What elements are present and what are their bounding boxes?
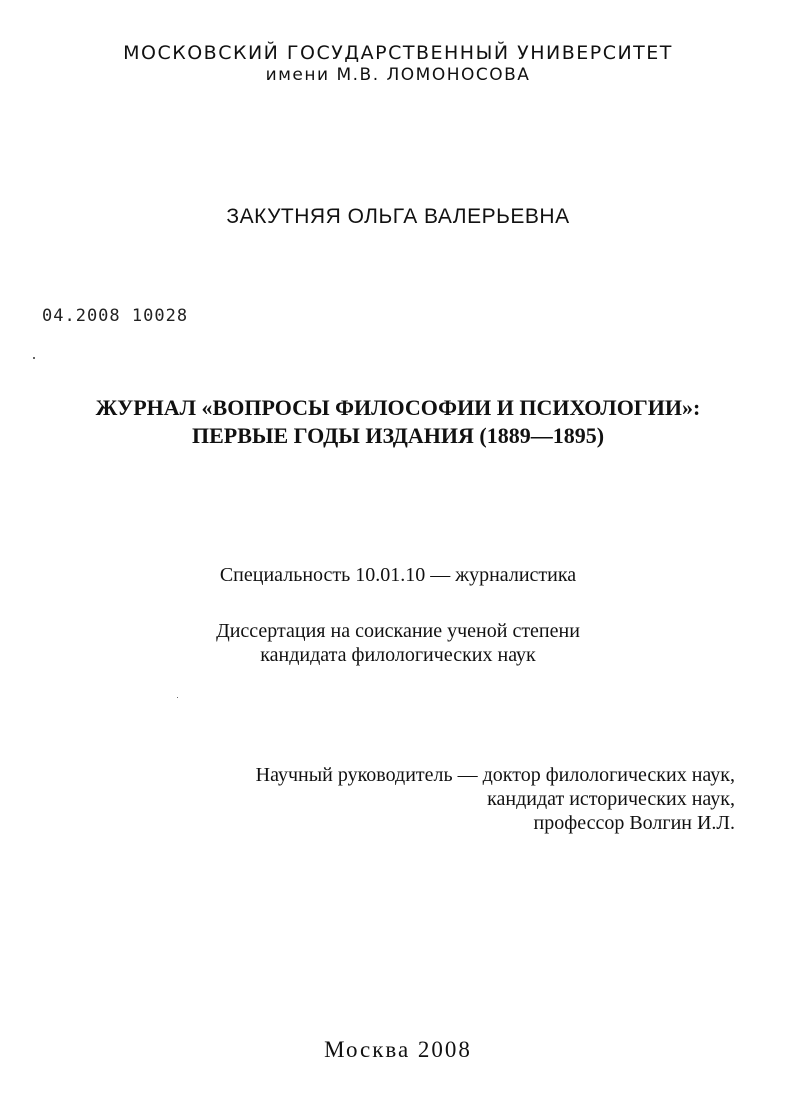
city-year: Москва 2008 — [324, 1037, 472, 1062]
degree-line-1: Диссертация на соискание ученой степени — [216, 620, 580, 642]
scan-speck — [33, 357, 35, 359]
library-stamp-number: 04.2008 10028 — [42, 306, 189, 326]
scan-speck — [177, 697, 178, 698]
university-name: МОСКОВСКИЙ ГОСУДАРСТВЕННЫЙ УНИВЕРСИТЕТ — [123, 42, 673, 64]
dissertation-title-line-2: ПЕРВЫЕ ГОДЫ ИЗДАНИЯ (1889—1895) — [191, 423, 605, 448]
specialty: Специальность 10.01.10 — журналистика — [219, 564, 577, 586]
supervisor-line-3: профессор Волгин И.Л. — [533, 812, 735, 834]
degree-line-2: кандидата филологических наук — [260, 644, 536, 666]
author-name: ЗАКУТНЯЯ ОЛЬГА ВАЛЕРЬЕВНА — [226, 205, 570, 228]
university-subtitle: имени М.В. ЛОМОНОСОВА — [265, 65, 531, 85]
supervisor-line-2: кандидат исторических наук, — [487, 788, 735, 810]
dissertation-title-line-1: ЖУРНАЛ «ВОПРОСЫ ФИЛОСОФИИ И ПСИХОЛОГИИ»: — [95, 395, 701, 420]
supervisor-line-1: Научный руководитель — доктор филологических наук, — [255, 764, 735, 786]
